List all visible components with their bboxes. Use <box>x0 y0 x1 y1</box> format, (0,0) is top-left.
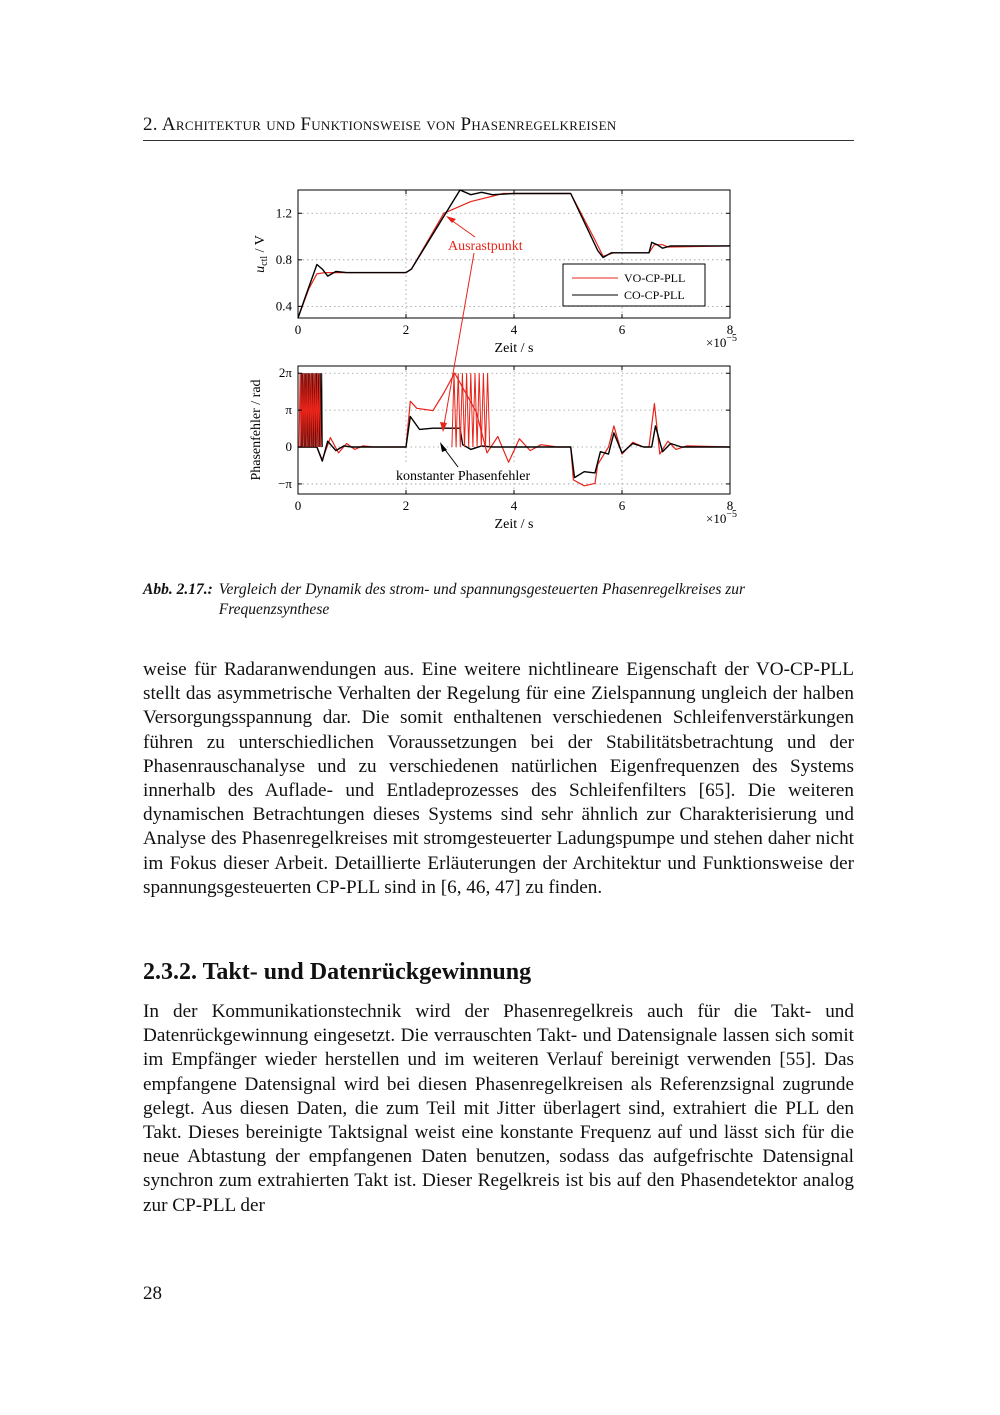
annotation-ausrastpunkt-label: Ausrastpunkt <box>448 239 523 254</box>
plot1-legend <box>563 264 705 306</box>
x-tick-label: 2 <box>402 322 410 337</box>
x-tick-label: 6 <box>618 322 626 337</box>
figure <box>230 180 770 540</box>
body-paragraph-2: In der Kommunikationstechnik wird der Phasenregelkreis auch für die Takt- und Datenrückgewinnung eingesetzt. Die verrauschten Takt- und Datensignale lassen sich somit im Empfänger wieder herstellen und im weiteren Verlauf bereinigt verwenden [55]. Das empfangene Datensignal wird bei diesen Phasenregelkreisen als Referenzsignal zugrunde gelegt. Aus diesen Daten, die zum Teil mit Jitter überlagert sind, extrahiert die PLL den Takt. Dieses bereinigte Taktsignal weist eine konstante Frequenz auf und lässt sich für die neue Abtastung der empfangenen Daten benutzen, sodass das aufgefrischte Datensignal synchron zum extrahierten Takt ist. Dieser Regelkreis ist bis auf den Phasendetektor analog zur CP-PLL der <box>143 1001 854 1216</box>
running-head: 2. Architektur und Funktionsweise von Phasenregelkreisen <box>143 114 854 141</box>
plot1-x-axis-label: Zeit / s <box>494 341 534 356</box>
x-tick-label: 0 <box>294 498 302 513</box>
section-heading: 2.3.2. Takt- und Datenrückgewinnung <box>143 959 532 985</box>
plot-control-voltage <box>253 190 737 356</box>
y-tick-label: 1.2 <box>275 205 292 221</box>
plot2-y-axis-label: Phasenfehler / rad <box>249 379 264 481</box>
phase-slip-burst-vo-2 <box>452 373 490 447</box>
x-tick-label: 4 <box>510 322 518 337</box>
y-tick-label: 0.4 <box>275 298 292 314</box>
y-tick-label: −π <box>278 475 292 491</box>
plot2-x-axis-label: Zeit / s <box>494 517 534 532</box>
page-number: 28 <box>143 1283 162 1304</box>
legend-label-vo: VO-CP-PLL <box>624 271 686 285</box>
y-tick-label: π <box>285 402 292 418</box>
x-tick-label: 4 <box>510 498 518 513</box>
plot1-y-axis-label: $u_{ctl}$ / V <box>253 235 270 273</box>
figure-caption <box>143 580 854 620</box>
body-paragraph-1: weise für Radaranwendungen aus. Eine weitere nichtlineare Eigenschaft der VO-CP-PLL stellt das asymmetrische Verhalten der Regelung für eine Zielspannung ungleich der halben Versorgungsspannung dar. Die somit enthaltenen verschiedenen Schleifenverstärkungen führen zu unterschiedlichen Voraussetzungen bei der Stabilitätsbetrachtung und der Phasenrauschanalyse und zu verschiedenen natürlichen Eigenfrequenzen des Systems innerhalb des Auflade- und Entladeprozesses des Schleifenfilters [65]. Die weiteren dynamischen Betrachtungen dieses Systems sind sehr ähnlich zur Charakterisierung und Analyse des Phasenregelkreises mit stromgesteuerter Ladungspumpe und stehen daher nicht im Fokus dieser Arbeit. Detaillierte Erläuterungen der Architektur und Funktionsweise der spannungsgesteuerten CP-PLL sind in [6, 46, 47] zu finden. <box>143 659 854 898</box>
y-tick-label: 0.8 <box>275 251 292 267</box>
caption-text: Vergleich der Dynamik des strom- und spannungsgesteuerten Phasenregelkreises zur Frequenzsynthese <box>218 581 746 618</box>
x-tick-label: 8 <box>726 322 734 337</box>
caption-label: Abb. 2.17.: <box>143 581 213 598</box>
annotation-konstanter-phasenfehler-label: konstanter Phasenfehler <box>396 469 531 484</box>
legend-label-co: CO-CP-PLL <box>624 288 685 302</box>
y-tick-label: 2π <box>278 365 292 381</box>
plot2-x-exponent: $\times 10^{-5}$ <box>706 509 737 526</box>
annotation-ausrastpunkt <box>446 216 523 254</box>
x-tick-label: 8 <box>726 498 734 513</box>
plot1-x-exponent: $\times 10^{-5}$ <box>706 333 737 350</box>
y-tick-label: 0 <box>285 439 292 455</box>
x-tick-label: 6 <box>618 498 626 513</box>
x-tick-label: 2 <box>402 498 410 513</box>
x-tick-label: 0 <box>294 322 302 337</box>
